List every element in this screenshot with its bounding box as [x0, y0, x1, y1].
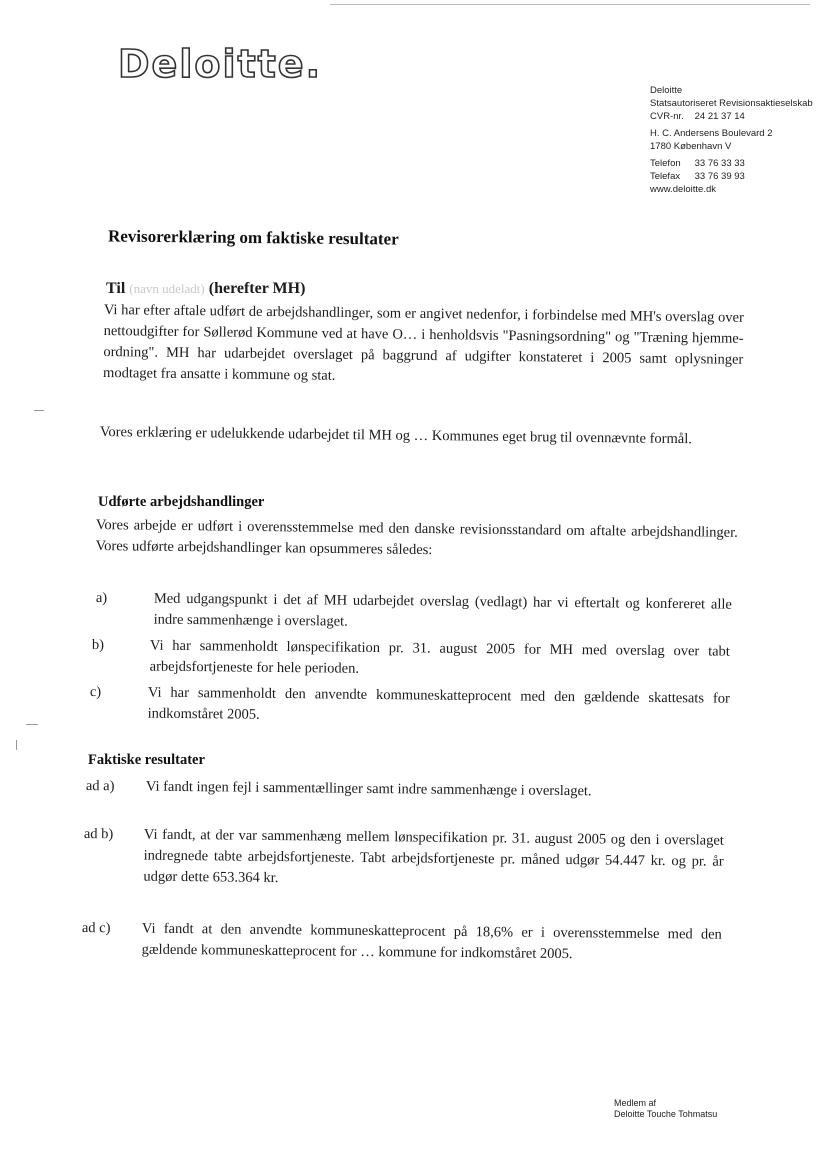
- city-address: 1780 København V: [650, 141, 732, 152]
- membership-footer: [614, 1098, 717, 1120]
- procedure-text: Vi har sammenholdt den anvendte kommuneskatteprocent med den gældende skattesats for indkomståret 2005.: [147, 684, 730, 723]
- website-link[interactable]: www.deloitte.dk: [650, 184, 717, 195]
- result-text: Vi fandt, at der var sammenhæng mellem lønspecifikation pr. 31. august 2005 og den i overslaget indregnede tabte arbejdsfortjeneste. Tabt arbejdsfortjeneste pr. måned udgør 54.447 kr. og pr. år udgør dette 653.364 kr.: [143, 826, 724, 887]
- procedure-text: Med udgangspunkt i det af MH udarbejdet overslag (vedlagt) har vi eftertalt og konfereret alle indre sammenhænge i overslaget.: [153, 590, 732, 630]
- fax-label: Telefax: [650, 171, 681, 182]
- company-name: Deloitte: [650, 85, 683, 96]
- scan-mark: [34, 410, 44, 411]
- phone-row: [650, 157, 813, 170]
- addressee-redacted: (navn udeladt): [129, 281, 205, 296]
- fax-row: [650, 170, 813, 183]
- procedures-intro: Vores arbejde er udført i overensstemmelse med den danske revisionsstandard om aftalte arbejdshandlinger. Vores udførte arbejdshandlinger kan opsummeres således:: [95, 516, 738, 559]
- street-address: H. C. Andersens Boulevard 2: [650, 128, 773, 139]
- intro-paragraph: Vi har efter aftale udført de arbejdshandlinger, som er angivet nedenfor, i forbindelse med MH's overslag over nettoudgifter for Søllerød Kommune ved at have O… i henholdsvis "Pasningsordning" og "Træning hjemme-ordning". MH har udarbejdet overslaget på baggrund af udgifter konstateret i 2005 samt oplysninger modtaget fra ansatte i kommune og stat.: [103, 301, 744, 384]
- company-logo: Deloitte.: [118, 42, 323, 86]
- result-text: Vi fandt at den anvendte kommuneskatteprocent på 18,6% er i overensstemmelse med den gældende kommuneskatteprocent for … kommune for indkomståret 2005.: [141, 920, 722, 963]
- result-label: ad a): [85, 777, 115, 795]
- procedure-label: b): [91, 636, 105, 654]
- addressee-suffix: (herefter MH): [208, 280, 306, 297]
- cvr-row: [650, 110, 813, 123]
- procedure-label: a): [95, 589, 108, 607]
- phone-label: Telefon: [650, 158, 681, 169]
- document-title: Revisorerklæring om faktiske resultater: [107, 226, 399, 249]
- scan-mark: [16, 740, 17, 750]
- procedure-text: Vi har sammenholdt lønspecifikation pr. 31. august 2005 for MH med overslag over tabt arbejdsfortjeneste for hele perioden.: [149, 637, 730, 677]
- footer-line-1: Medlem af: [614, 1098, 657, 1108]
- result-label: ad b): [83, 825, 114, 843]
- cvr-label: CVR-nr.: [650, 111, 684, 122]
- footer-line-2: Deloitte Touche Tohmatsu: [614, 1109, 718, 1119]
- company-type: Statsautoriseret Revisionsaktieselskab: [650, 98, 813, 109]
- company-address-block: [650, 84, 813, 196]
- result-text: Vi fandt ingen fejl i sammentællinger samt indre sammenhænge i overslaget.: [145, 778, 592, 800]
- usage-paragraph: Vores erklæring er udelukkende udarbejdet til MH og … Kommunes eget brug til ovennævnte formål.: [99, 423, 693, 448]
- result-label: ad c): [81, 919, 111, 937]
- phone-value: 33 76 33 33: [694, 158, 745, 169]
- scan-mark: [26, 724, 38, 725]
- cvr-value: 24 21 37 14: [694, 111, 745, 122]
- fax-value: 33 76 39 93: [694, 171, 745, 182]
- scan-edge-line: [330, 4, 810, 5]
- addressee-line: [106, 278, 305, 299]
- results-heading: Faktiske resultater: [88, 752, 205, 768]
- procedures-heading: Udførte arbejdshandlinger: [98, 494, 265, 510]
- procedure-label: c): [89, 683, 102, 701]
- addressee-prefix: Til: [106, 280, 126, 297]
